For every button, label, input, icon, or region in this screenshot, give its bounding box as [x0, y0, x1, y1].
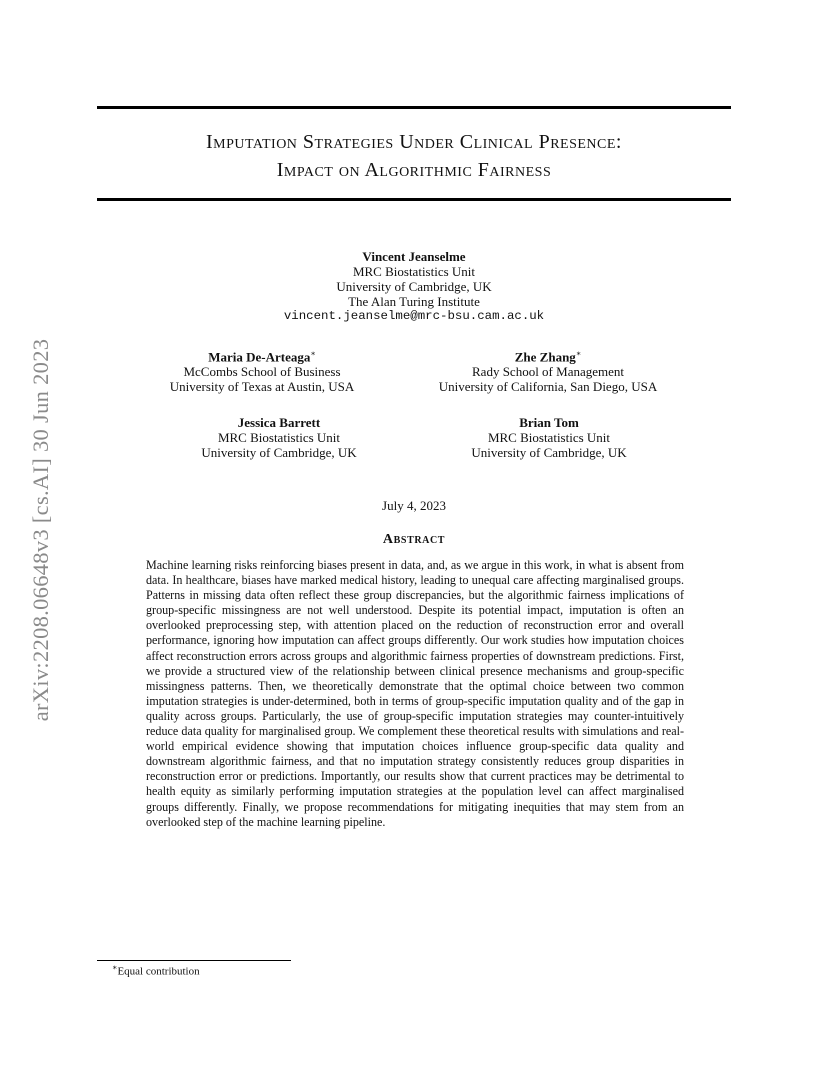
- equal-contribution-mark: ∗: [575, 349, 582, 358]
- paper-date: July 4, 2023: [382, 498, 446, 513]
- author-block-tom: [424, 415, 674, 460]
- author-name: Jessica Barrett: [237, 415, 321, 430]
- author-name: Vincent Jeanselme: [362, 249, 466, 264]
- title-top-rule: [97, 106, 731, 109]
- author-affiliation: University of California, San Diego, USA: [438, 379, 658, 395]
- author-name: Zhe Zhang: [514, 349, 576, 365]
- author-name: Brian Tom: [519, 415, 579, 430]
- footnote-text: Equal contribution: [117, 965, 200, 978]
- paper-title-line-1: Imputation Strategies Under Clinical Presence:: [205, 131, 622, 153]
- author-affiliation: University of Cambridge, UK: [336, 279, 492, 294]
- footnote: [112, 963, 200, 978]
- author-affiliation: Rady School of Management: [472, 364, 624, 380]
- author-affiliation: University of Cambridge, UK: [201, 445, 357, 460]
- abstract-heading: Abstract: [382, 532, 446, 547]
- author-block-zhang: [423, 346, 673, 394]
- author-block-barrett: [159, 415, 399, 460]
- author-affiliation: MRC Biostatistics Unit: [352, 264, 476, 279]
- footnote-rule: [97, 960, 291, 961]
- author-affiliation: University of Cambridge, UK: [471, 445, 627, 460]
- paper-title-line-2: Impact on Algorithmic Fairness: [276, 159, 552, 181]
- title-bottom-rule: [97, 198, 731, 201]
- author-affiliation: The Alan Turing Institute: [348, 294, 480, 309]
- author-affiliation: University of Texas at Austin, USA: [169, 379, 355, 395]
- equal-contribution-mark: ∗: [310, 349, 316, 358]
- arxiv-identifier-stamp: arXiv:2208.06648v3 [cs.AI] 30 Jun 2023: [28, 338, 53, 722]
- author-affiliation: MRC Biostatistics Unit: [487, 430, 611, 445]
- author-affiliation: McCombs School of Business: [183, 364, 341, 380]
- footnote-mark: ∗: [112, 963, 118, 972]
- author-block-jeanselme: [214, 249, 614, 324]
- paper-title: [97, 128, 731, 184]
- author-email: vincent.jeanselme@mrc-bsu.cam.ac.uk: [283, 309, 545, 323]
- author-affiliation: MRC Biostatistics Unit: [217, 430, 341, 445]
- abstract-body: Machine learning risks reinforcing biases present in data, and, as we argue in this work, in what is absent from data. In healthcare, biases have marked medical history, leading to unequal care affecting marginalised groups. Patterns in missing data often reflect these group discrepancies, but the algorithmic fairness implications of group-specific missingness are not well understood. Despite its potential impact, imputation is often an overlooked preprocessing step, with attention placed on the reduction of reconstruction error and overall performance, ignoring how imputation can affect groups differently. Our work studies how imputation choices affect reconstruction errors across groups and algorithmic fairness properties of downstream predictions. First, we provide a structured view of the relationship between clinical presence mechanisms and group-specific missingness patterns. Then, we theoretically demonstrate that the optimal choice between two common imputation strategies is under-determined, both in terms of group-specific imputation quality and of the gap in quality across groups. Particularly, the use of group-specific imputation strategies may counter-intuitively reduce data quality for marginalised group. We complement these theoretical results with simulations and real-world empirical evidence showing that imputation choices influence group-specific data quality and downstream algorithmic fairness, and that no imputation strategy consistently reduces group disparities in reconstruction error or predictions. Importantly, our results show that current practices may be detrimental to health equity as similarly performing imputation strategies at the population level can affect marginalised groups differently. Finally, we propose recommendations for mitigating inequities that may stem from an overlooked step of the machine learning pipeline.: [146, 558, 684, 829]
- author-block-de-arteaga: [142, 346, 382, 394]
- author-name: Maria De-Arteaga: [208, 349, 311, 365]
